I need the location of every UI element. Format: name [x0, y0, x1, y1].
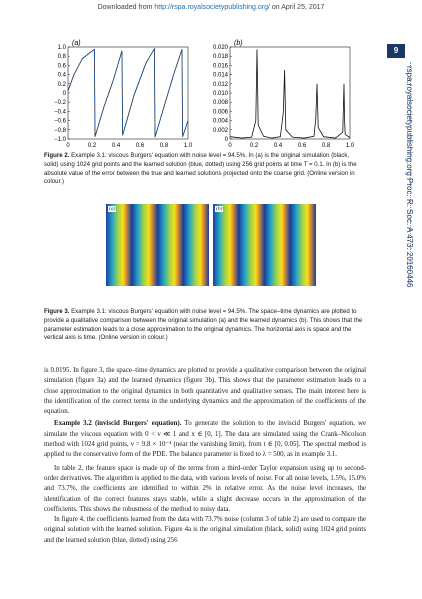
y-tick-label: 0.002 [212, 127, 228, 134]
y-tick-label: −0.4 [54, 109, 66, 116]
y-tick-label: 0.016 [212, 63, 228, 70]
y-tick-label: 0.8 [57, 54, 66, 61]
download-suffix: on April 25, 2017 [269, 4, 325, 11]
y-tick-label: 0.006 [212, 109, 228, 116]
y-tick-label: 0.4 [57, 72, 66, 79]
body-text [44, 366, 366, 546]
x-tick-label: 0.6 [297, 143, 307, 149]
y-tick-label: 0 [224, 137, 228, 143]
y-tick-label: 0 [62, 91, 66, 97]
series-line-learned [68, 49, 188, 137]
y-tick-label: 0.012 [212, 81, 228, 88]
paragraph-2 [44, 419, 366, 460]
figure3-panel-b [213, 204, 316, 286]
y-tick-label: 0.018 [212, 54, 228, 61]
series-line-original [68, 49, 188, 137]
plot-frame [230, 47, 350, 139]
x-tick-label: 0 [228, 143, 232, 149]
paragraph-1: is 0.0195. In figure 3, the space–time dynamics are plotted to provide a qualitative comparison between the original simulation (figure 3a) and the learned dynamics (figure 3b). This shows that the parameter estimation leads to a close approximation to the original dynamics in both quantitative and qualitative senses. The main interest here is the identification of the correct terms in the underlying dynamics and the approximation of the coefficients of the equation. [44, 367, 366, 416]
x-tick-label: 0.8 [321, 143, 331, 149]
x-tick-label: 0.4 [111, 143, 121, 149]
figure2-caption-label: Figure 2. [44, 152, 70, 159]
example-title: Example 3.2 (inviscid Burgers' equation). [54, 420, 182, 428]
y-tick-label: 0.020 [212, 45, 228, 51]
x-tick-label: 0.6 [135, 143, 145, 149]
download-link[interactable]: http://rspa.royalsocietypublishing.org/ [154, 4, 270, 11]
y-tick-label: 0.2 [57, 81, 66, 88]
paragraph-3: In table 2, the feature space is made up of the terms from a third-order Taylor expansion using up to second-order derivatives. The algorithm is applied to the data, with various levels of noise. For all noise levels, 1.5%, 15.0% and 73.7%, the coefficients are identified to within 2% in relative error. As the noise level increases, the identification of the correct features stays stable, while a slight decrease occurs in the approximation of the coefficients. This shows the robustness of the method to noisy data. [44, 464, 366, 513]
series-line-error [230, 49, 350, 138]
figure3-panel-a [106, 204, 209, 286]
y-tick-label: 0.6 [57, 63, 66, 70]
x-tick-label: 0.8 [159, 143, 169, 149]
y-tick-label: 0.008 [212, 100, 228, 107]
figure3-caption [44, 308, 364, 343]
y-tick-label: 0.014 [212, 72, 228, 79]
figure3-caption-text: Example 3.1: viscous Burgers' equation with noise level = 94.5%. The space–time dynamics are plotted to provide a qualitative comparison between the original simulation (a) and the learned dynamics (b). This shows that the parameter estimation leads to a close approximation to the original dynamics. The horizontal axis is space and the vertical axis is time. (Online version in colour.) [44, 308, 363, 342]
journal-citation: rspa.royalsocietypublishing.org Proc. R. Soc. A 473: 20160446 [405, 66, 414, 288]
panel-b-label: (b) [216, 206, 223, 212]
figure2-panel-b [196, 36, 356, 150]
x-tick-label: 0 [66, 143, 70, 149]
x-tick-label: 0.2 [87, 143, 97, 149]
panel-a-label: (a) [109, 206, 116, 212]
paragraph-4: In figure 4, the coefficients learned from the data with 73.7% noise (column 3 of table 2) are used to compare the original solution with the learned solution. Figure 4a is the original simulation (black, solid) using 1024 grid points and the learned solution (blue, dotted) using 256 [44, 516, 366, 544]
x-tick-label: 1.0 [345, 143, 355, 149]
figure2-caption-text: Example 3.1: viscous Burgers' equation with noise level = 94.5%. In (a) is the original simulation (black, solid) using 1024 grid points and the learned solution (blue, dotted) using 256 grid points at time T = 0.1. In (b) is the absolute value of the error between the true and learned solutions projected onto the coarse grid. (Online version in colour.) [44, 152, 357, 186]
y-tick-label: 0.004 [212, 118, 228, 125]
panel-b-label: (b) [234, 40, 243, 47]
y-tick-label: −0.8 [54, 127, 66, 134]
panel-a-label: (a) [72, 40, 81, 47]
download-prefix: Downloaded from [97, 4, 155, 11]
paragraph-2-text: To generate the solution to the inviscid Burgers' equation, we simulate the viscous equation with 0 < ν ≪ 1 and x ∈ [0, 1]. The data are simulated using the Crank–Nicolson method with 1024 grid points, ν = 9.8 × 10⁻⁴ (near the vanishing limit), from t ∈ [0, 0.05]. The spectral method is applied to the conservative form of the PDE. The balance parameter is fixed to λ = 500, as in example 3.1. [44, 420, 367, 459]
x-tick-label: 0.2 [249, 143, 259, 149]
x-tick-label: 1.0 [183, 143, 193, 149]
y-tick-label: 1.0 [57, 45, 66, 51]
y-tick-label: −0.6 [54, 118, 66, 125]
figure2-caption [44, 152, 364, 187]
figure3-caption-label: Figure 3. [44, 308, 70, 315]
download-notice [0, 4, 422, 11]
page-number: 9 [387, 44, 405, 58]
plot-frame [68, 47, 188, 139]
y-tick-label: −0.2 [54, 100, 66, 107]
y-tick-label: −1.0 [54, 137, 66, 143]
y-tick-label: 0.010 [212, 91, 228, 97]
figure2-panel-a [38, 36, 198, 150]
x-tick-label: 0.4 [273, 143, 283, 149]
journal-sidebar [400, 66, 418, 286]
